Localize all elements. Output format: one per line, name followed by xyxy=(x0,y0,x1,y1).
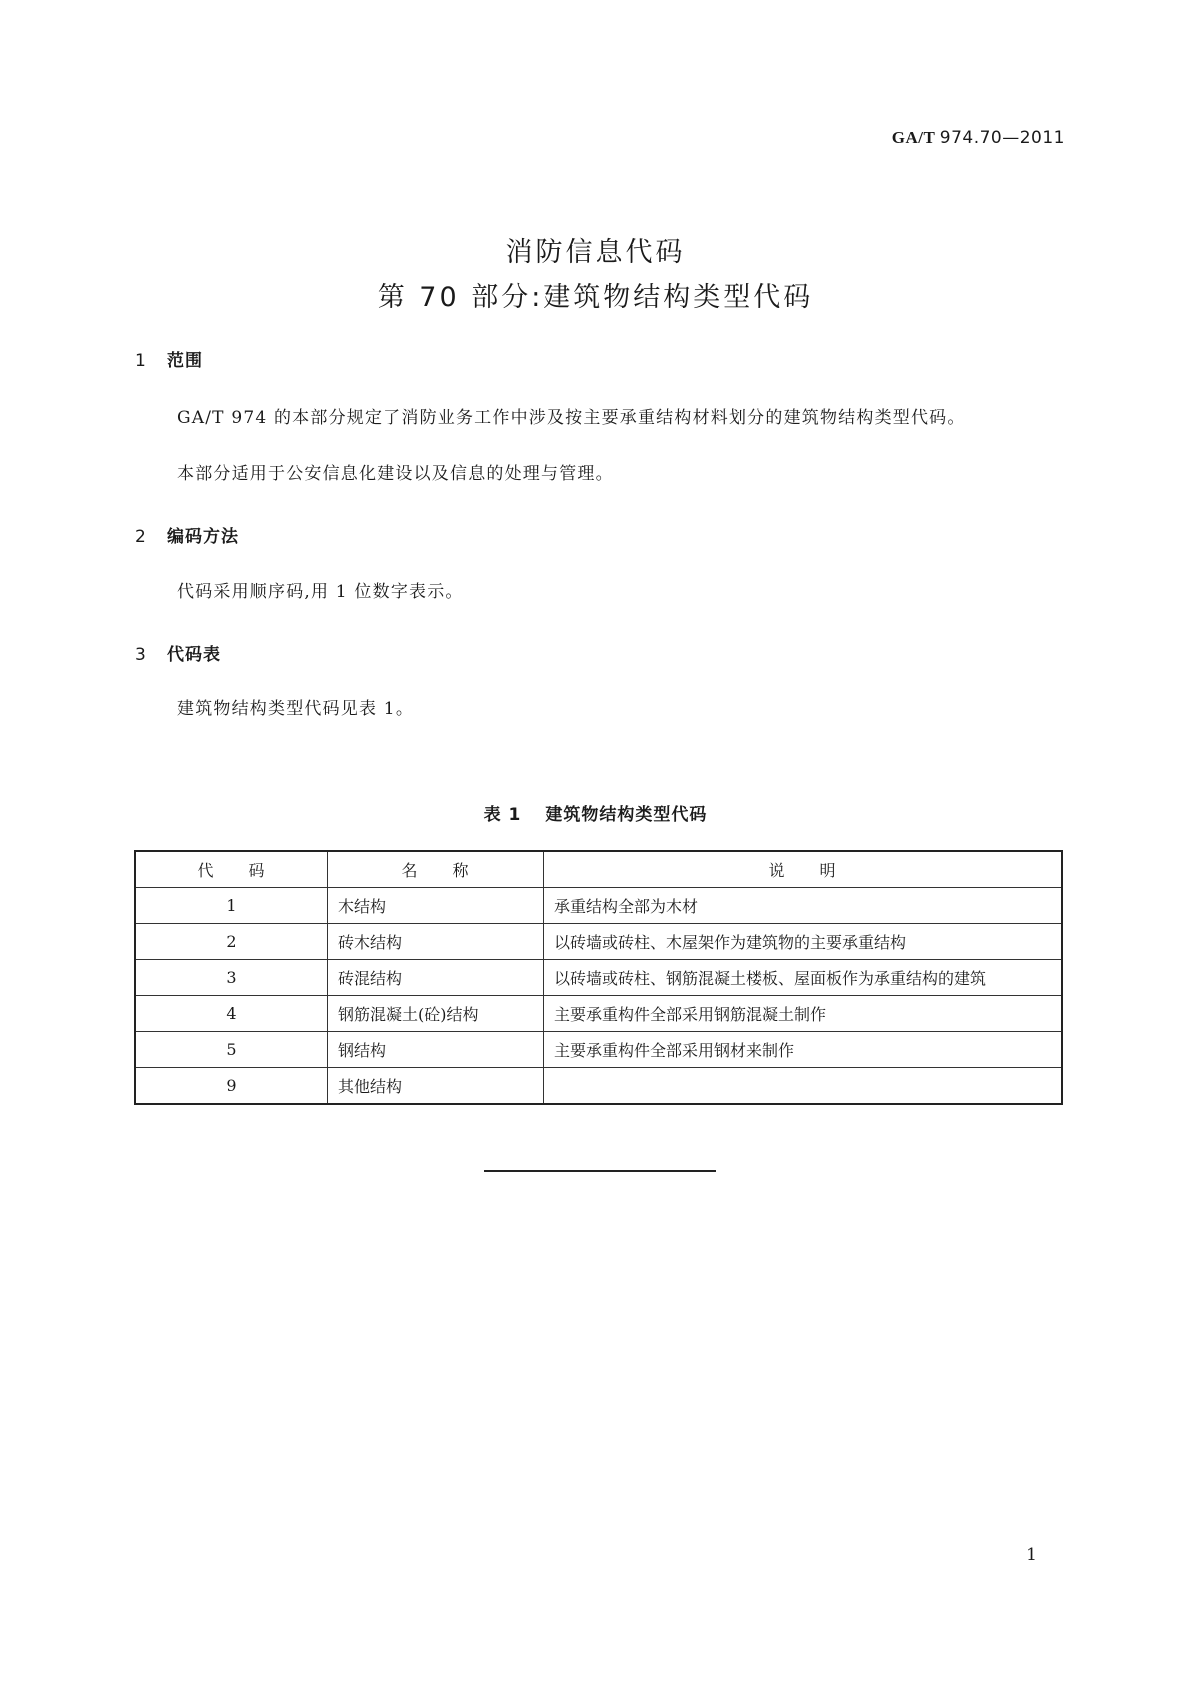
cell-name: 砖混结构 xyxy=(328,960,544,996)
standard-prefix: GA/T xyxy=(891,128,935,147)
cell-description: 以砖墙或砖柱、木屋架作为建筑物的主要承重结构 xyxy=(544,924,1063,960)
cell-code: 5 xyxy=(135,1032,328,1068)
table-row xyxy=(135,1032,1062,1068)
section-title: 编码方法 xyxy=(167,527,239,547)
section-heading-code-table xyxy=(135,640,221,665)
document-subtitle: 第 70 部分:建筑物结构类型代码 xyxy=(377,282,814,313)
cell-name: 木结构 xyxy=(328,888,544,924)
document-title: 消防信息代码 xyxy=(505,237,686,268)
section-number: 1 xyxy=(135,351,147,371)
table-caption xyxy=(0,800,1191,825)
cell-code: 4 xyxy=(135,996,328,1032)
cell-code: 9 xyxy=(135,1068,328,1105)
table-row xyxy=(135,924,1062,960)
section-title: 代码表 xyxy=(167,645,221,665)
table-caption-label: 表 1 xyxy=(483,805,522,825)
cell-name: 砖木结构 xyxy=(328,924,544,960)
cell-description: 主要承重构件全部采用钢材来制作 xyxy=(544,1032,1063,1068)
cell-code: 3 xyxy=(135,960,328,996)
cell-name: 钢筋混凝土(砼)结构 xyxy=(328,996,544,1032)
table-row xyxy=(135,888,1062,924)
page-number: 1 xyxy=(1026,1545,1037,1565)
end-rule xyxy=(484,1170,716,1172)
section-number: 2 xyxy=(135,527,147,547)
table-header-row xyxy=(135,851,1062,888)
cell-description: 承重结构全部为木材 xyxy=(544,888,1063,924)
section-title: 范围 xyxy=(167,351,203,371)
table-row xyxy=(135,1068,1062,1105)
cell-code: 1 xyxy=(135,888,328,924)
paragraph-scope-2: 本部分适用于公安信息化建设以及信息的处理与管理。 xyxy=(177,464,614,484)
header-description: 说 明 xyxy=(544,851,1063,888)
cell-name: 钢结构 xyxy=(328,1032,544,1068)
section-heading-coding-method xyxy=(135,522,239,547)
paragraph-code-table: 建筑物结构类型代码见表 1。 xyxy=(177,699,415,719)
paragraph-coding-method: 代码采用顺序码,用 1 位数字表示。 xyxy=(177,582,464,602)
table-row xyxy=(135,996,1062,1032)
section-number: 3 xyxy=(135,645,147,665)
standard-code xyxy=(892,128,1065,148)
header-name: 名 称 xyxy=(328,851,544,888)
table-row xyxy=(135,960,1062,996)
cell-description: 以砖墙或砖柱、钢筋混凝土楼板、屋面板作为承重结构的建筑 xyxy=(544,960,1063,996)
cell-name: 其他结构 xyxy=(328,1068,544,1105)
table-caption-title: 建筑物结构类型代码 xyxy=(545,805,708,825)
paragraph-scope-1: GA/T 974 的本部分规定了消防业务工作中涉及按主要承重结构材料划分的建筑物结构类型代码。 xyxy=(177,408,966,428)
standard-number: 974.70—2011 xyxy=(939,128,1065,148)
cell-code: 2 xyxy=(135,924,328,960)
section-heading-scope xyxy=(135,346,203,371)
cell-description xyxy=(544,1068,1063,1105)
header-code: 代 码 xyxy=(135,851,328,888)
code-table xyxy=(134,850,1063,1105)
cell-description: 主要承重构件全部采用钢筋混凝土制作 xyxy=(544,996,1063,1032)
